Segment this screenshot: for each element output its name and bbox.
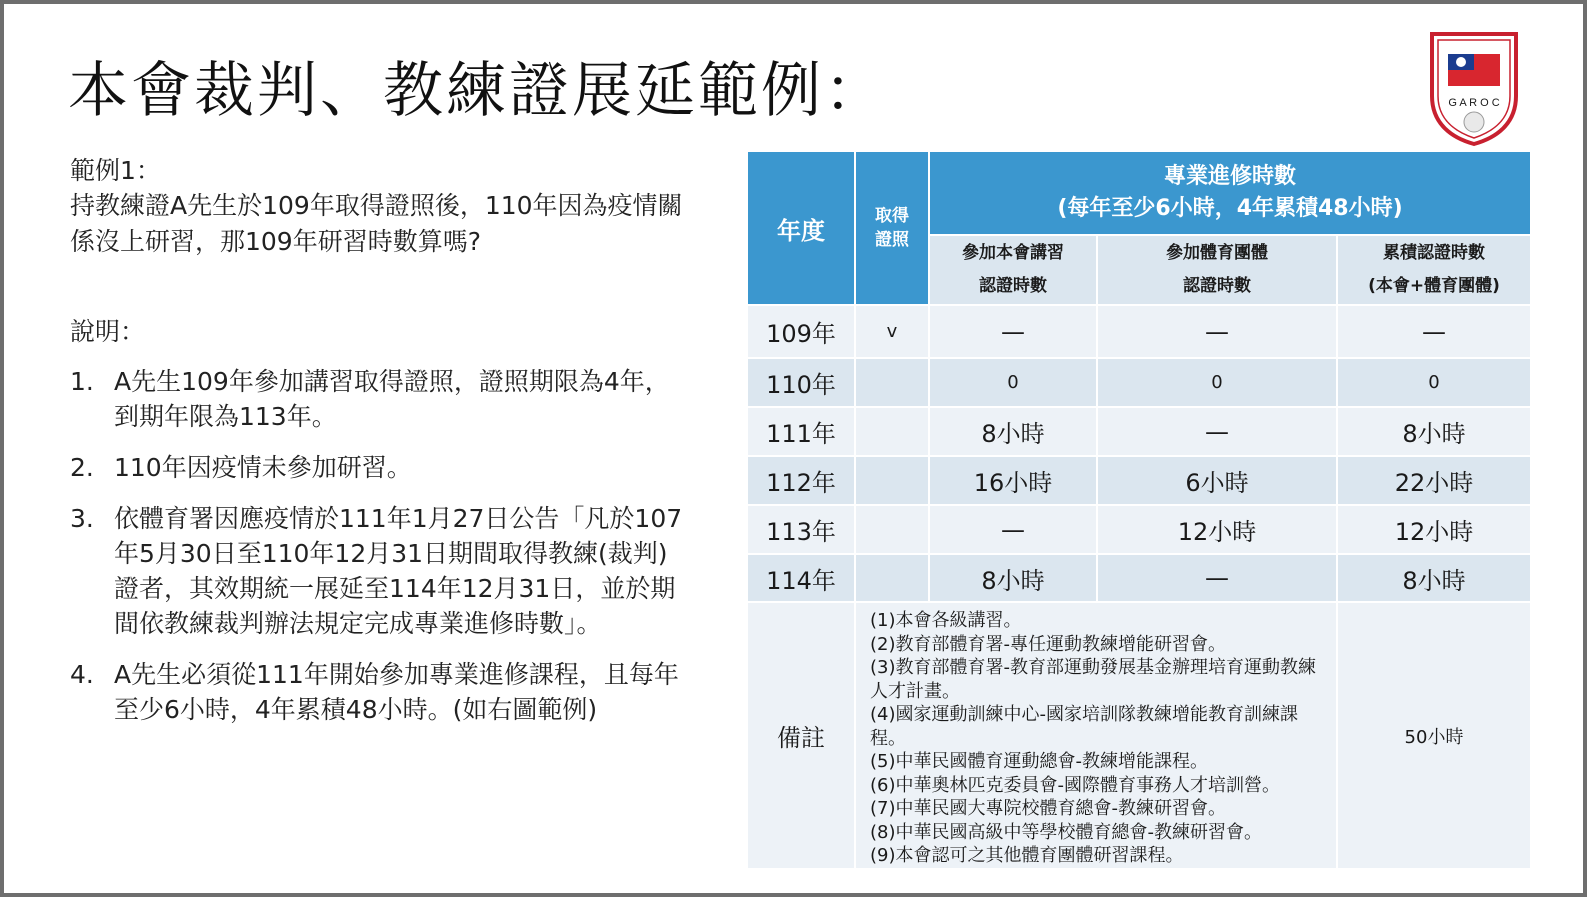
remarks-label: 備註 — [747, 602, 855, 869]
remark-item: (9)本會認可之其他體育團體研習課程。 — [870, 845, 1184, 866]
cell-c2: — — [1097, 554, 1337, 602]
header-year: 年度 — [747, 151, 855, 305]
header-obtain — [855, 151, 929, 305]
table-row — [747, 505, 1531, 554]
cell-c3: 0 — [1337, 358, 1531, 407]
list-item-text: A先生必須從111年開始參加專業進修課程，且每年至少6小時，4年累積48小時。(如右圖範例) — [114, 660, 679, 724]
cell-c1: 16小時 — [929, 456, 1097, 505]
header-c3-line1: 累積認證時數 — [1383, 243, 1485, 263]
explanation-label: 說明： — [70, 317, 146, 346]
cell-c3: 12小時 — [1337, 505, 1531, 554]
list-item-text: 110年因疫情未參加研習。 — [114, 453, 412, 482]
explanation-list — [70, 364, 688, 727]
list-item-text: A先生109年參加講習取得證照，證照期限為4年，到期年限為113年。 — [114, 367, 670, 431]
cell-year: 112年 — [747, 456, 855, 505]
header-c2-line2: 認證時數 — [1183, 276, 1251, 296]
list-item — [70, 450, 688, 485]
cell-c2: 0 — [1097, 358, 1337, 407]
remark-item: (3)教育部體育署-教育部運動發展基金辦理培育運動教練人才計畫。 — [870, 657, 1316, 702]
cell-c2: — — [1097, 305, 1337, 358]
remark-item: (1)本會各級講習。 — [870, 610, 1022, 631]
cell-c1: 0 — [929, 358, 1097, 407]
cell-obtain — [855, 505, 929, 554]
remarks-list — [855, 602, 1337, 869]
left-column — [70, 154, 688, 743]
header-c1-line1: 參加本會講習 — [962, 243, 1064, 263]
header-c2-line1: 參加體育團體 — [1166, 243, 1268, 263]
table-row — [747, 456, 1531, 505]
list-item — [70, 364, 688, 434]
cell-c2: — — [1097, 407, 1337, 456]
example-text: 持教練證A先生於109年取得證照後，110年因為疫情關係沒上研習，那109年研習時數算嗎? — [70, 191, 683, 256]
cell-c1: 8小時 — [929, 554, 1097, 602]
header-c1 — [929, 235, 1097, 305]
garoc-logo — [1426, 26, 1522, 148]
header-group-line1: 專業進修時數 — [1163, 164, 1296, 189]
cell-c1: — — [929, 305, 1097, 358]
cell-c2: 6小時 — [1097, 456, 1337, 505]
header-group — [929, 151, 1531, 235]
page-title: 本會裁判、教練證展延範例： — [68, 56, 887, 126]
remark-item: (4)國家運動訓練中心-國家培訓隊教練增能教育訓練課程。 — [870, 704, 1298, 749]
cell-year: 114年 — [747, 554, 855, 602]
cell-c1: — — [929, 505, 1097, 554]
table-row — [747, 554, 1531, 602]
header-c1-line2: 認證時數 — [979, 276, 1047, 296]
header-obtain-line2: 證照 — [875, 230, 909, 250]
cell-c3: — — [1337, 305, 1531, 358]
list-number: 2. — [70, 453, 94, 482]
cell-c3: 8小時 — [1337, 554, 1531, 602]
cell-year: 113年 — [747, 505, 855, 554]
list-item — [70, 501, 688, 641]
remark-item: (7)中華民國大專院校體育總會-教練研習會。 — [870, 798, 1226, 819]
header-group-line2: (每年至少6小時，4年累積48小時) — [1057, 196, 1403, 221]
cell-obtain — [855, 456, 929, 505]
slide — [4, 4, 1583, 893]
cell-obtain — [855, 407, 929, 456]
cell-obtain — [855, 358, 929, 407]
cell-c3: 22小時 — [1337, 456, 1531, 505]
list-number: 3. — [70, 504, 94, 533]
cell-c2: 12小時 — [1097, 505, 1337, 554]
table-row — [747, 407, 1531, 456]
hours-table — [746, 150, 1532, 870]
cell-c3: 8小時 — [1337, 407, 1531, 456]
remark-item: (5)中華民國體育運動總會-教練增能課程。 — [870, 751, 1208, 772]
table-row — [747, 358, 1531, 407]
example-label: 範例1： — [70, 156, 161, 185]
table-row — [747, 305, 1531, 358]
header-obtain-line1: 取得 — [875, 206, 909, 226]
list-number: 1. — [70, 367, 94, 396]
list-item — [70, 657, 688, 727]
remark-item: (2)教育部體育署-專任運動教練增能研習會。 — [870, 633, 1226, 655]
cell-year: 111年 — [747, 407, 855, 456]
cell-year: 109年 — [747, 305, 855, 358]
header-c3 — [1337, 235, 1531, 305]
list-number: 4. — [70, 660, 94, 689]
remarks-total: 50小時 — [1337, 602, 1531, 869]
cell-c1: 8小時 — [929, 407, 1097, 456]
remarks-row — [747, 602, 1531, 869]
cell-obtain: v — [855, 305, 929, 358]
logo-letters: G A R O C — [1448, 97, 1500, 109]
list-item-text: 依體育署因應疫情於111年1月27日公告「凡於107年5月30日至110年12月31日期間取得教練(裁判)證者，其效期統一展延至114年12月31日，並於期間依教練裁判辦法規定完成專業進修時數」。 — [114, 504, 683, 638]
remark-item: (8)中華民國高級中等學校體育總會-教練研習會。 — [870, 821, 1262, 843]
header-c2 — [1097, 235, 1337, 305]
cell-obtain — [855, 554, 929, 602]
header-c3-line2: (本會+體育團體) — [1368, 276, 1500, 296]
cell-year: 110年 — [747, 358, 855, 407]
remark-item: (6)中華奧林匹克委員會-國際體育事務人才培訓營。 — [870, 774, 1280, 796]
